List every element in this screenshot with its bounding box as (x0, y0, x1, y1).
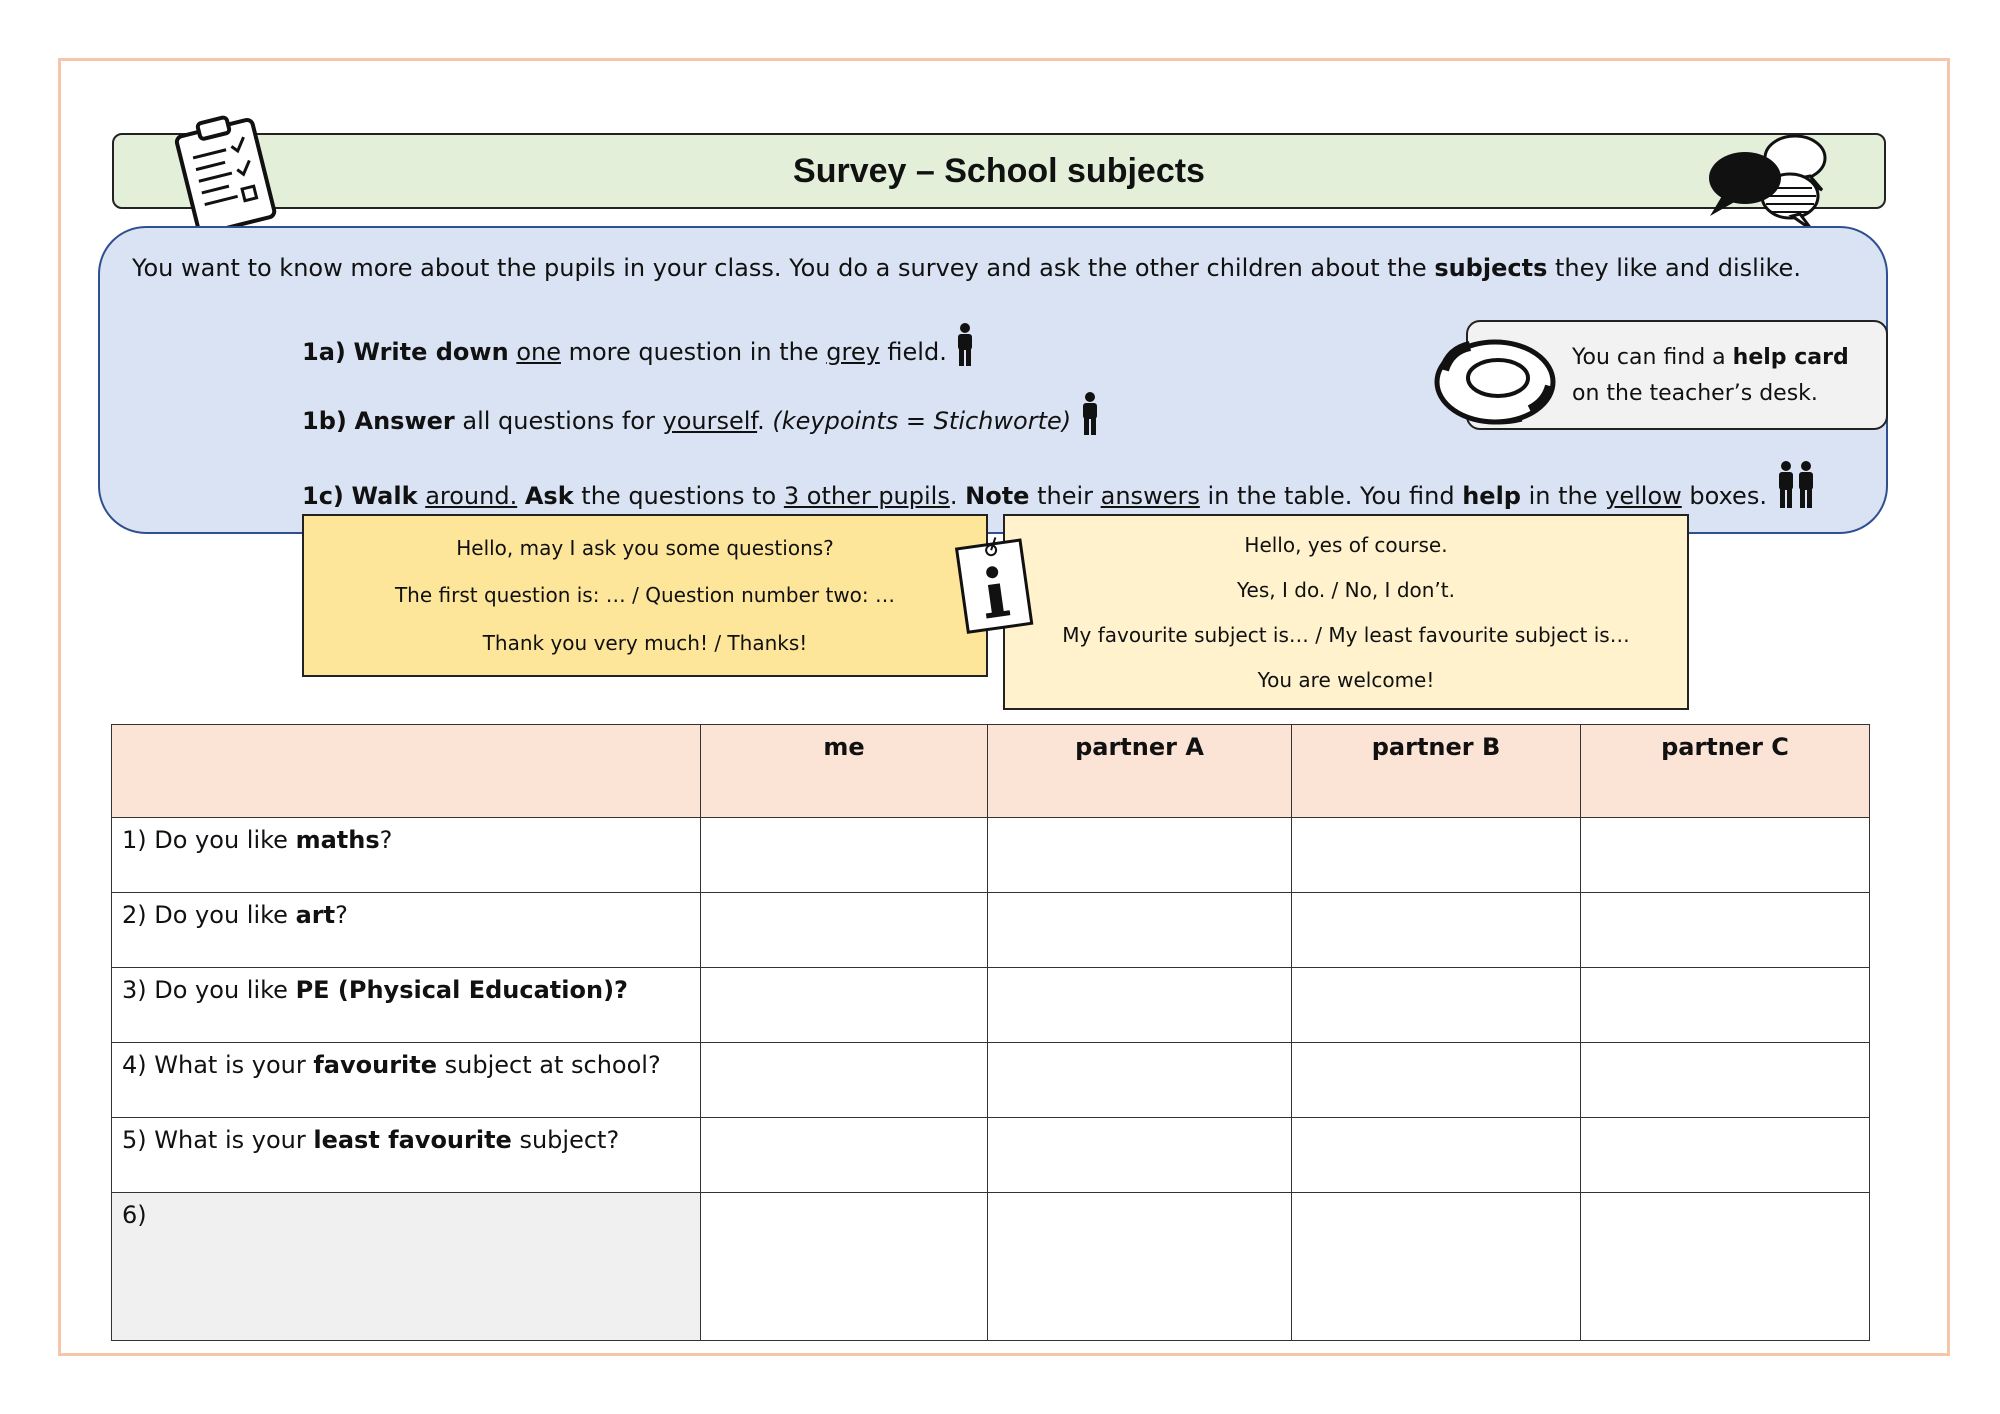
answer-cell[interactable] (1292, 893, 1581, 968)
answer-cell[interactable] (701, 1118, 988, 1193)
table-header-me: me (701, 725, 988, 818)
phrase-line: Thank you very much! / Thanks! (482, 631, 808, 656)
task-1a: 1a) Write down one more question in the grey field. (302, 322, 976, 366)
phrase-line: My favourite subject is… / My least favourite subject is… (1062, 622, 1630, 647)
table-header-partner-b: partner B (1292, 725, 1581, 818)
intro-text: You want to know more about the pupils in your class. You do a survey and ask the other children about the subjects they like and dislike. (132, 254, 1801, 282)
table-header-row (112, 725, 1870, 818)
phrase-line: Hello, may I ask you some questions? (456, 535, 834, 560)
answer-cell[interactable] (1292, 1043, 1581, 1118)
table-header-partner-a: partner A (988, 725, 1292, 818)
table-row (112, 1193, 1870, 1341)
table-row (112, 893, 1870, 968)
question-cell: 3) Do you like PE (Physical Education)? (112, 968, 701, 1043)
answer-cell[interactable] (1581, 968, 1870, 1043)
task-1b: 1b) Answer all questions for yourself. (keypoints = Stichworte) (302, 391, 1101, 435)
person-icon (954, 322, 976, 366)
task-1c: 1c) Walk around. Ask the questions to 3 other pupils. Note their answers in the table. You find help in the yellow boxes. (302, 460, 1817, 510)
title-bar (112, 133, 1886, 209)
answer-cell[interactable] (1292, 1193, 1581, 1341)
intro-bold-subjects: subjects (1434, 254, 1548, 282)
survey-table (111, 724, 1870, 1341)
question-cell: 2) Do you like art? (112, 893, 701, 968)
answer-cell[interactable] (1292, 1118, 1581, 1193)
pair-icon (1775, 460, 1817, 510)
table-header-question (112, 725, 701, 818)
question-cell: 5) What is your least favourite subject? (112, 1118, 701, 1193)
help-card-text: You can find a help card on the teacher’s desk. (1572, 345, 1849, 406)
page-title: Survey – School subjects (793, 151, 1205, 190)
table-row (112, 1118, 1870, 1193)
person-icon (1079, 391, 1101, 435)
answer-cell[interactable] (1581, 1118, 1870, 1193)
clipboard-icon (172, 112, 284, 236)
table-row (112, 818, 1870, 893)
phrase-line: Yes, I do. / No, I don’t. (1237, 577, 1455, 602)
table-row (112, 968, 1870, 1043)
answer-cell[interactable] (1581, 893, 1870, 968)
answer-cell[interactable] (1292, 818, 1581, 893)
answer-cell[interactable] (1581, 1193, 1870, 1341)
question-cell: 4) What is your favourite subject at school? (112, 1043, 701, 1118)
answer-cell[interactable] (1581, 818, 1870, 893)
answer-cell[interactable] (988, 1043, 1292, 1118)
answer-cell[interactable] (988, 968, 1292, 1043)
table-row (112, 1043, 1870, 1118)
speech-bubbles-icon (1700, 126, 1830, 236)
phrase-box-answers (1003, 514, 1689, 710)
phrase-line: The first question is: … / Question number two: … (394, 583, 896, 608)
question-cell: 1) Do you like maths? (112, 818, 701, 893)
phrase-line: You are welcome! (1257, 667, 1435, 692)
phrase-box-questions (302, 514, 988, 677)
answer-cell[interactable] (701, 968, 988, 1043)
answer-cell[interactable] (701, 818, 988, 893)
answer-cell[interactable] (1581, 1043, 1870, 1118)
life-buoy-icon (1430, 330, 1560, 430)
phrase-line: Hello, yes of course. (1244, 532, 1448, 557)
answer-cell[interactable] (701, 1043, 988, 1118)
answer-cell[interactable] (701, 893, 988, 968)
answer-cell[interactable] (988, 818, 1292, 893)
own-question-field[interactable]: 6) (112, 1193, 701, 1341)
answer-cell[interactable] (988, 1193, 1292, 1341)
info-note-icon (950, 530, 1040, 640)
answer-cell[interactable] (988, 1118, 1292, 1193)
answer-cell[interactable] (988, 893, 1292, 968)
table-header-partner-c: partner C (1581, 725, 1870, 818)
answer-cell[interactable] (701, 1193, 988, 1341)
answer-cell[interactable] (1292, 968, 1581, 1043)
